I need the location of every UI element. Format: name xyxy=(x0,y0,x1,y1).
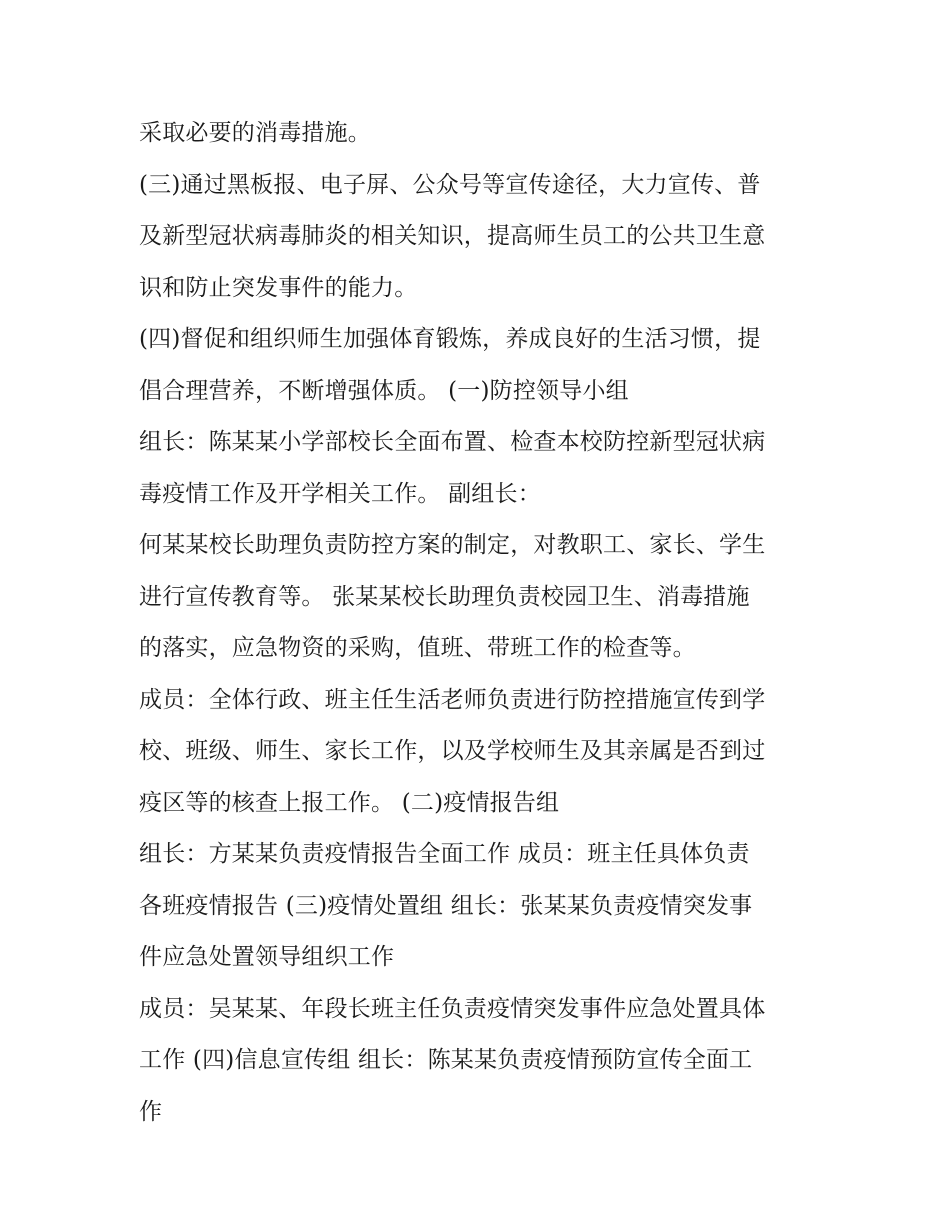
text-line: (三)通过黑板报、电子屏、公众号等宣传途径，大力宣传、普 xyxy=(139,171,761,198)
text-line: 倡合理营养，不断增强体质。 (一)防控领导小组 xyxy=(139,377,629,404)
text-line: 组长：陈某某小学部校长全面布置、检查本校防控新型冠状病 xyxy=(139,429,766,455)
text-line: 何某某校长助理负责防控方案的制定，对教职工、家长、学生 xyxy=(139,532,766,558)
text-line: 识和防止突发事件的能力。 xyxy=(139,274,418,301)
text-line: 作 xyxy=(139,1098,163,1125)
text-line: 成员：全体行政、班主任生活老师负责进行防控措施宣传到学 xyxy=(139,686,766,713)
text-line: 采取必要的消毒措施。 xyxy=(139,120,371,146)
text-line: 工作 (四)信息宣传组 组长：陈某某负责疫情预防宣传全面工 xyxy=(139,1047,753,1073)
document-body xyxy=(139,108,819,1138)
text-line: 疫区等的核查上报工作。 (二)疫情报告组 xyxy=(139,789,560,816)
text-line: 成员：吴某某、年段长班主任负责疫情突发事件应急处置具体 xyxy=(139,995,766,1022)
text-line: 组长：方某某负责疫情报告全面工作 成员：班主任具体负责 xyxy=(139,841,750,867)
text-line: (四)督促和组织师生加强体育锻炼，养成良好的生活习惯，提 xyxy=(139,326,761,352)
text-line: 各班疫情报告 (三)疫情处置组 组长：张某某负责疫情突发事 xyxy=(139,892,753,919)
text-line: 件应急处置领导组织工作 xyxy=(139,944,395,970)
text-line: 的落实，应急物资的采购，值班、带班工作的检查等。 xyxy=(139,635,696,661)
text-line: 校、班级、师生、家长工作，以及学校师生及其亲属是否到过 xyxy=(139,738,766,764)
text-line: 及新型冠状病毒肺炎的相关知识，提高师生员工的公共卫生意 xyxy=(139,223,766,249)
text-line: 进行宣传教育等。 张某某校长助理负责校园卫生、消毒措施 xyxy=(139,583,750,610)
text-line: 毒疫情工作及开学相关工作。 副组长： xyxy=(139,480,541,507)
